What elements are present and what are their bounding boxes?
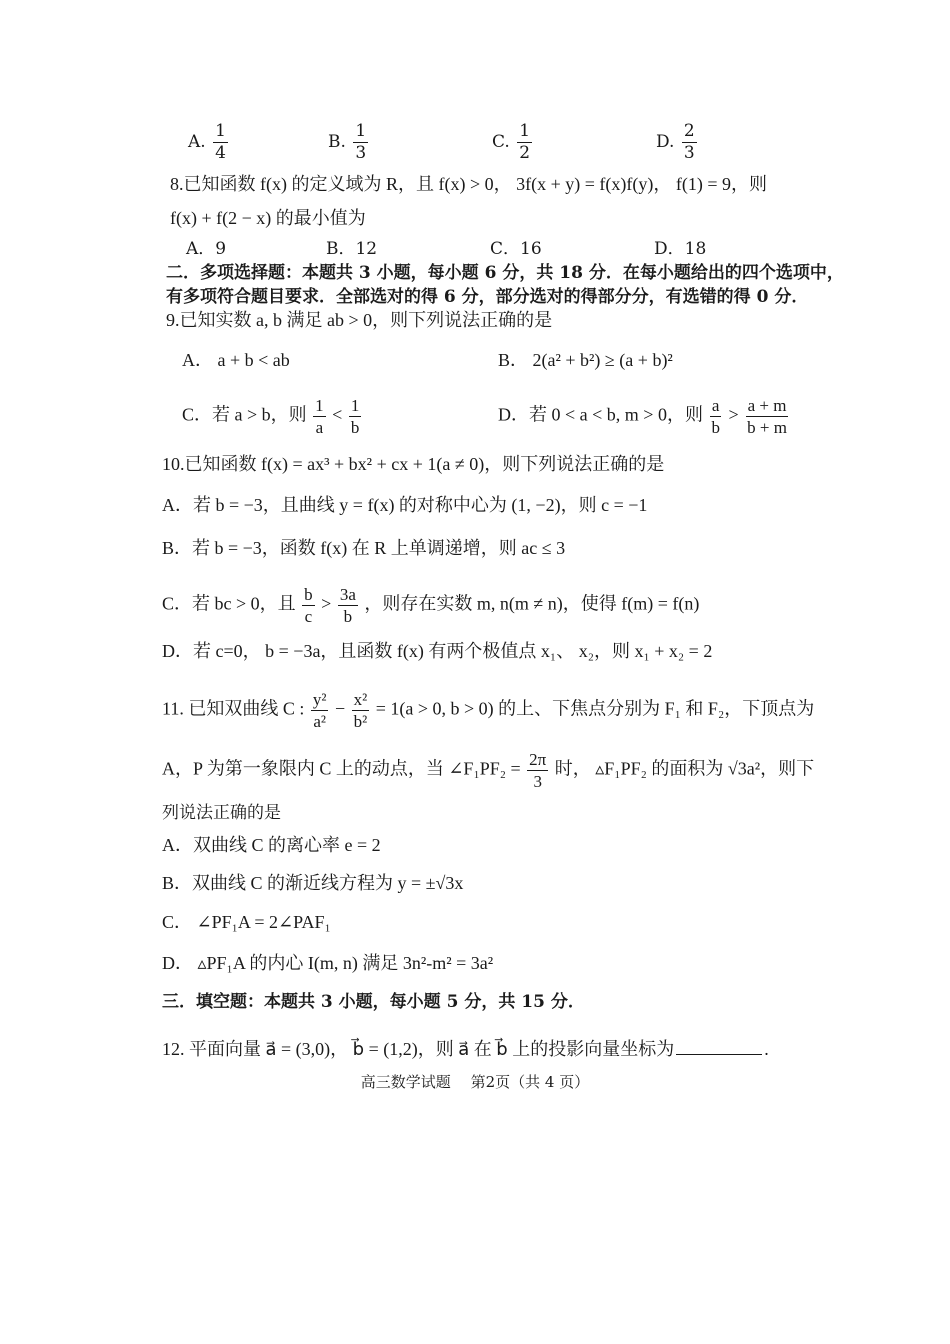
q7-option-c-fraction <box>517 122 532 163</box>
q11-frac2 <box>352 690 370 731</box>
q9-option-c <box>182 396 363 437</box>
q7-option-c <box>492 122 534 163</box>
q7-option-d-fraction <box>682 122 697 163</box>
q11-f2-den: b² <box>353 712 368 731</box>
q7-b-den: 3 <box>355 143 367 163</box>
q9-c-frac2 <box>349 396 362 437</box>
q7-option-a <box>188 122 230 163</box>
q8-option-b: B．12 <box>326 239 378 259</box>
q11-f1-num: y² <box>312 690 327 709</box>
q7-c-num: 1 <box>519 121 531 141</box>
q11-stem-line3: 列说法正确的是 <box>162 803 281 823</box>
q7-option-c-label: C. <box>492 132 510 152</box>
q7-option-d <box>656 122 699 163</box>
q10-c-f1-den: c <box>304 607 313 626</box>
q12-end: . <box>764 1039 769 1059</box>
q8-option-c: C．16 <box>490 239 542 259</box>
q8-stem-line2: f(x) + f(2 − x) 的最小值为 <box>170 208 366 228</box>
q7-option-a-fraction <box>213 122 228 163</box>
q9-d-frac2 <box>745 396 789 437</box>
q9-option-b: B． 2(a² + b²) ≥ (a + b)² <box>498 350 673 370</box>
section3-heading: 三．填空题：本题共 3 小题，每小题 5 分，共 15 分． <box>162 992 585 1012</box>
q7-d-num: 2 <box>683 121 695 141</box>
q12-answer-blank[interactable] <box>676 1040 762 1055</box>
q11-stem-line1 <box>162 690 814 731</box>
q9-option-d <box>498 396 791 437</box>
q11-f1-den: a² <box>313 712 326 731</box>
q9-option-a: A． a + b < ab <box>182 350 290 370</box>
q12-stem <box>162 1038 769 1060</box>
q9-c-f1-num: 1 <box>315 396 324 415</box>
q11-option-d: D． ▵PF₁A 的内心 I(m, n) 满足 3n²-m² = 3a² <box>162 953 494 973</box>
q8-option-a: A．9 <box>186 239 227 259</box>
q11-line2-pre: A，P 为第一象限内 C 上的动点，当 ∠F₁PF₂ = <box>162 758 521 779</box>
q11-option-a: A．双曲线 C 的离心率 e = 2 <box>162 835 381 855</box>
q11-minus: − <box>334 698 346 719</box>
q10-c-f2-den: b <box>343 607 353 626</box>
q9-d-f2-num: a + m <box>747 396 787 415</box>
q9-stem: 9.已知实数 a, b 满足 ab > 0，则下列说法正确的是 <box>166 310 553 330</box>
q11-pre: 11. 已知双曲线 C : <box>162 698 305 719</box>
q9-c-f1-den: a <box>315 418 324 437</box>
q10-option-b: B．若 b = −3，函数 f(x) 在 R 上单调递增，则 ac ≤ 3 <box>162 538 566 558</box>
q9-d-frac1 <box>709 396 722 437</box>
q9-c-op: < <box>332 404 343 425</box>
q11-option-c: C． ∠PF₁A = 2∠PAF₁ <box>162 912 331 932</box>
q11-line2-post: 时， ▵F₁PF₂ 的面积为 √3a²，则下 <box>554 758 815 779</box>
q10-c-post: ，则存在实数 m, n(m ≠ n)，使得 f(m) = f(n) <box>364 593 700 614</box>
q11-frac1 <box>311 690 329 731</box>
q9-c-pre: C．若 a > b，则 <box>182 404 307 425</box>
q10-c-frac2 <box>338 585 358 626</box>
q8-option-d: D．18 <box>654 239 707 259</box>
q11-stem-line2 <box>162 750 814 791</box>
q7-option-d-label: D. <box>656 132 675 152</box>
q10-c-frac1 <box>302 585 315 626</box>
q7-option-b <box>328 122 370 163</box>
q10-c-op: > <box>321 593 332 614</box>
q7-option-b-fraction <box>353 122 368 163</box>
q11-angle-num: 2π <box>529 750 547 769</box>
section2-heading-line2: 有多项符合题目要求．全部选对的得 6 分，部分选对的得部分分，有选错的得 0 分． <box>166 287 809 307</box>
q10-option-c <box>162 585 699 626</box>
q7-option-a-label: A. <box>188 132 206 152</box>
q7-a-num: 1 <box>215 121 226 141</box>
q11-post: = 1(a > 0, b > 0) 的上、下焦点分别为 F₁ 和 F₂，下顶点为 <box>375 698 815 719</box>
section2-heading-line1: 二．多项选择题：本题共 3 小题，每小题 6 分，共 18 分．在每小题给出的四个选项中， <box>166 263 844 283</box>
q10-stem: 10.已知函数 f(x) = ax³ + bx² + cx + 1(a ≠ 0)，则下列说法正确的是 <box>162 454 665 474</box>
page-footer: 高三数学试题 第2页（共 4 页） <box>360 1073 590 1091</box>
q9-d-pre: D．若 0 < a < b, m > 0，则 <box>498 404 703 425</box>
q11-option-b: B．双曲线 C 的渐近线方程为 y = ±√3x <box>162 873 464 893</box>
q10-c-pre: C．若 bc > 0，且 <box>162 593 296 614</box>
q9-c-frac1 <box>313 396 326 437</box>
q12-text: 12. 平面向量 a⃗ = (3,0)， b⃗ = (1,2)，则 a⃗ 在 b⃗ 上的投影向量坐标为 <box>162 1039 675 1059</box>
q9-d-f1-num: a <box>711 396 720 415</box>
q9-c-f2-num: 1 <box>350 396 360 415</box>
q10-option-d: D．若 c=0， b = −3a，且函数 f(x) 有两个极值点 x₁、 x₂，则 x₁ + x₂ = 2 <box>162 641 713 661</box>
q9-d-op: > <box>728 404 739 425</box>
q10-c-f2-num: 3a <box>339 585 356 604</box>
q8-stem-line1: 8.已知函数 f(x) 的定义域为 R，且 f(x) > 0， 3f(x + y) = f(x)f(y)， f(1) = 9，则 <box>170 174 768 194</box>
q9-d-f2-den: b + m <box>747 418 787 437</box>
q9-d-f1-den: b <box>711 418 720 437</box>
q9-c-f2-den: b <box>350 418 360 437</box>
q7-a-den: 4 <box>215 143 226 163</box>
q7-d-den: 3 <box>683 143 695 163</box>
q10-option-a: A．若 b = −3，且曲线 y = f(x) 的对称中心为 (1, −2)，则 c = −1 <box>162 495 648 515</box>
q10-c-f1-num: b <box>304 585 313 604</box>
q7-option-b-label: B. <box>328 132 346 152</box>
q11-angle-frac <box>527 750 548 791</box>
q11-f2-num: x² <box>353 690 368 709</box>
q11-angle-den: 3 <box>533 772 542 791</box>
q7-b-num: 1 <box>355 121 367 141</box>
q7-c-den: 2 <box>519 143 531 163</box>
